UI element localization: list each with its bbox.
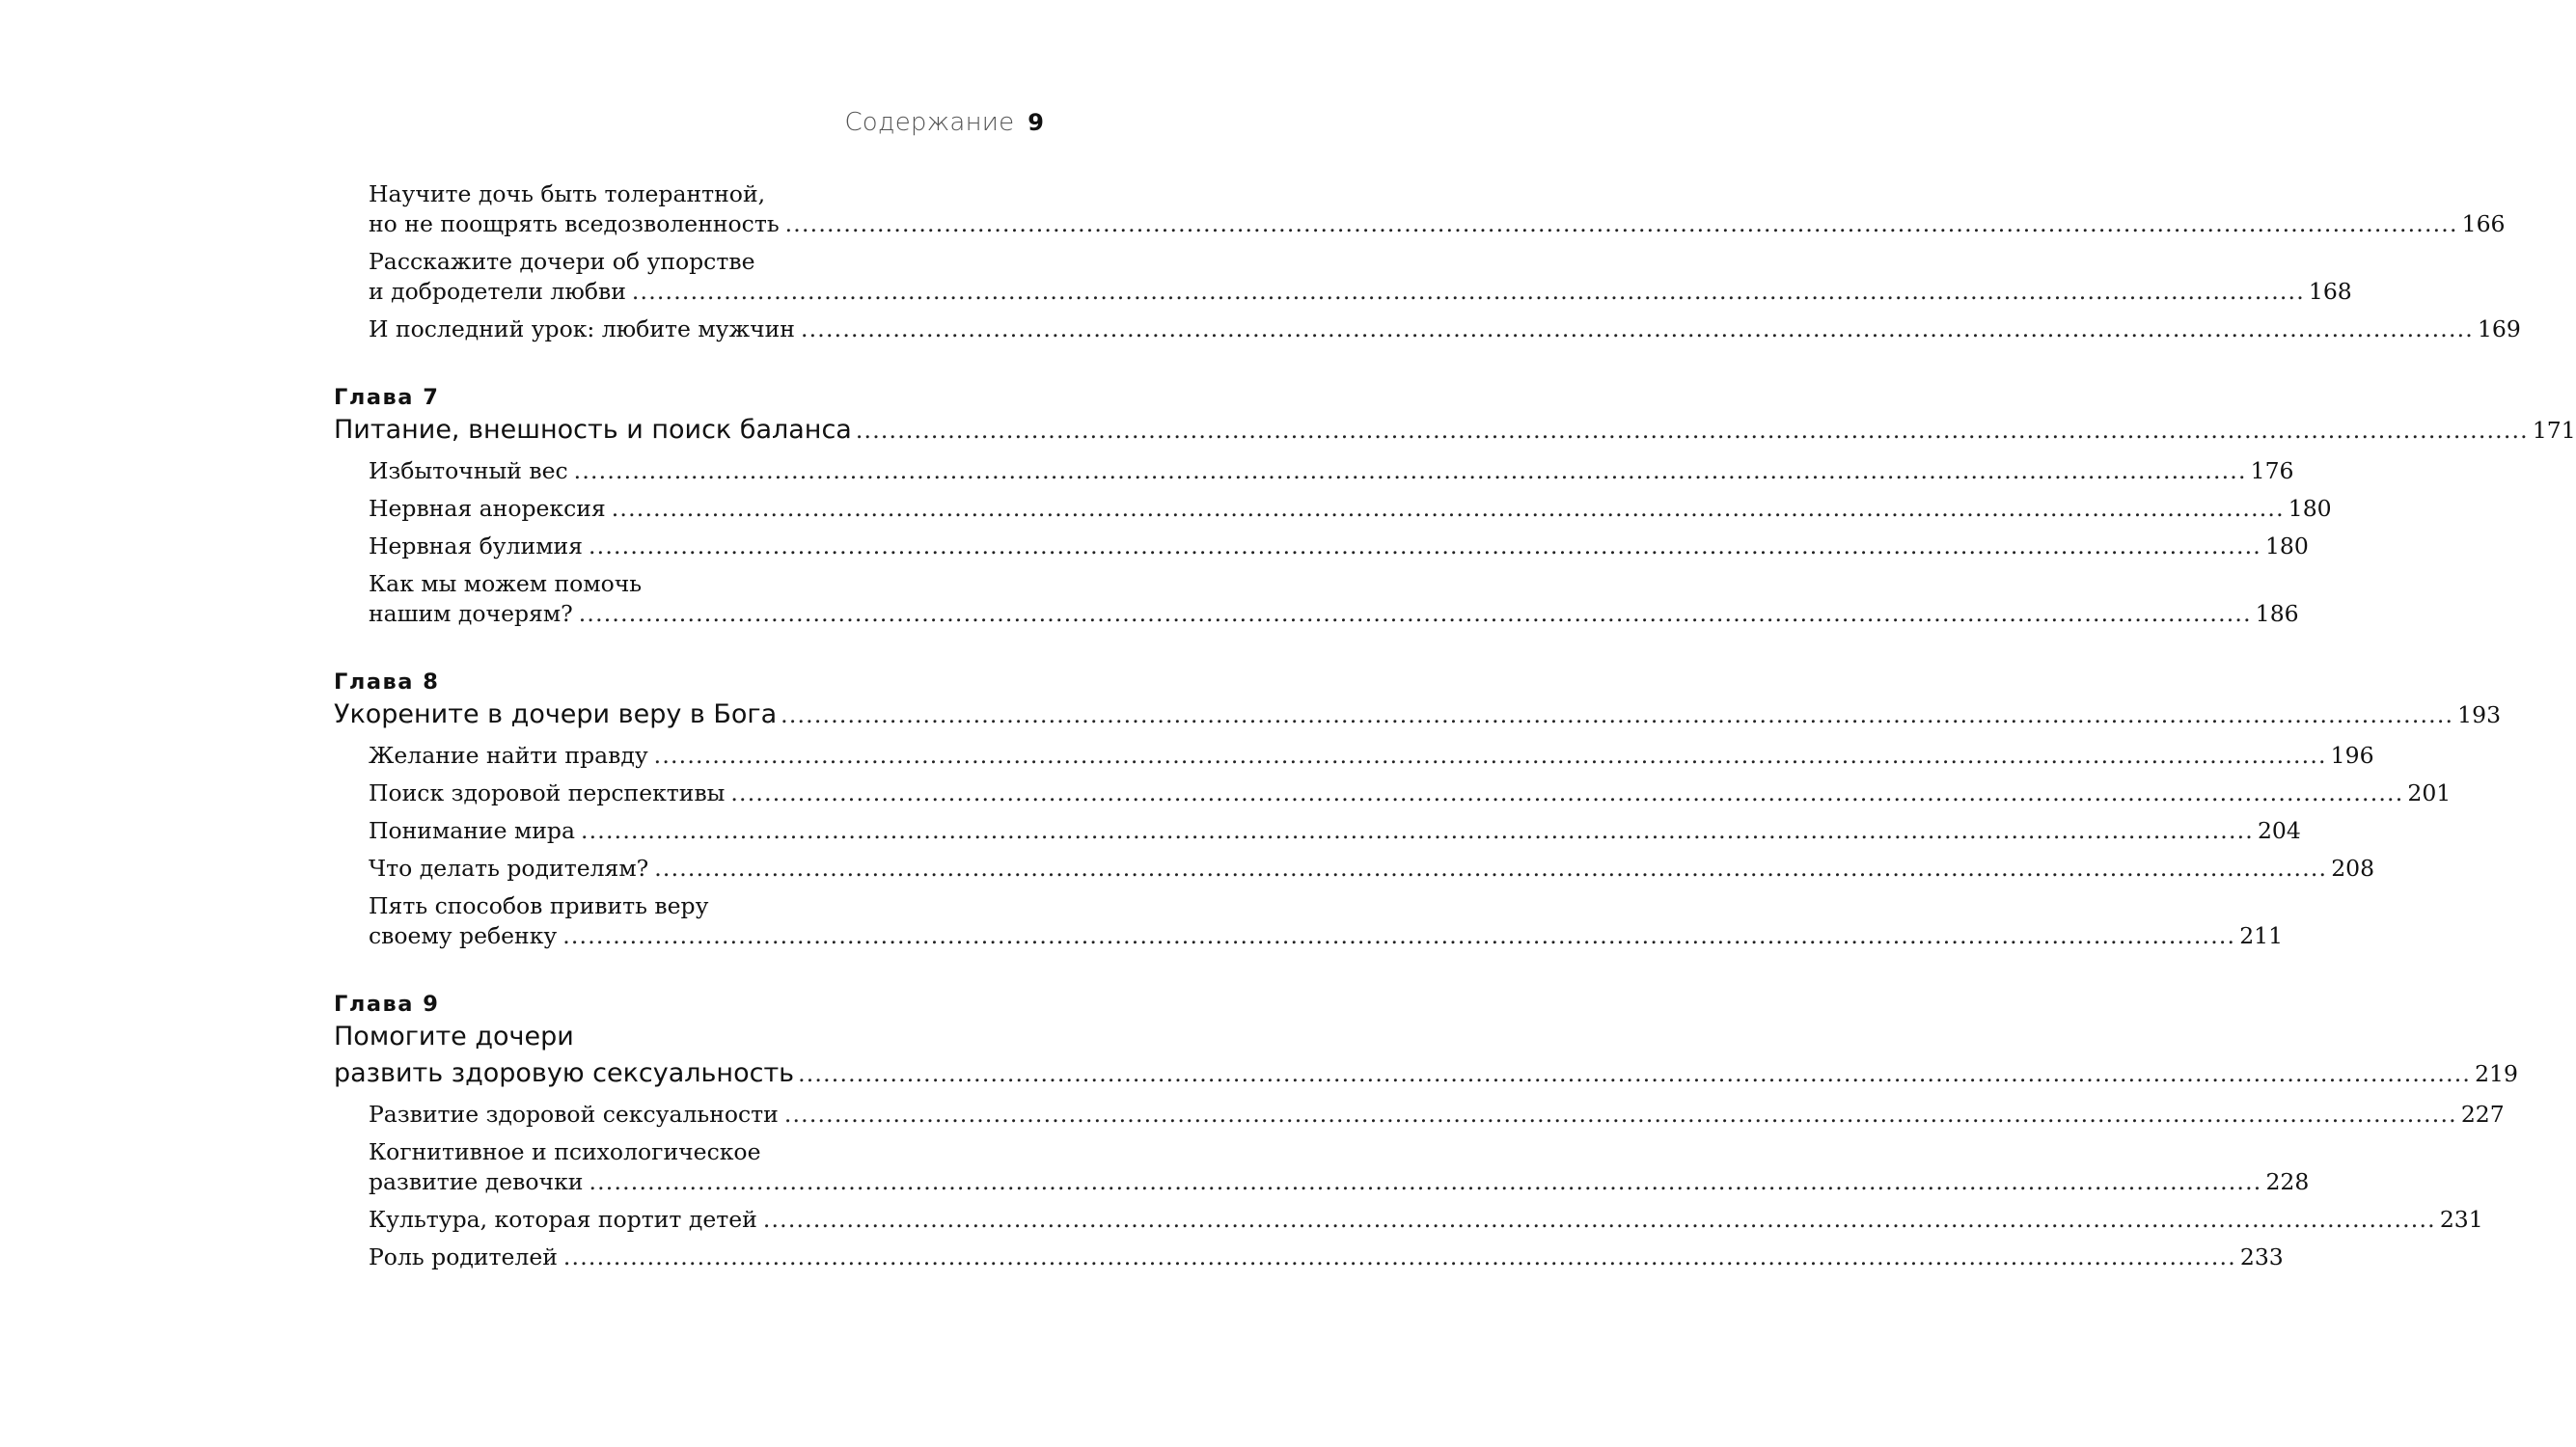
chapter-7 <box>334 383 2576 629</box>
entry-title-line1: Научите дочь быть толерантной, <box>369 180 766 207</box>
chapter-entries <box>369 1100 2505 1272</box>
toc-entry[interactable] <box>369 569 2299 629</box>
chapter-8 <box>334 668 2502 951</box>
entry-title: Развитие здоровой сексуальности <box>369 1101 779 1128</box>
entry-title: Роль родителей <box>369 1243 558 1270</box>
toc-entry[interactable] <box>369 816 2301 846</box>
entry-title: Понимание мира <box>369 817 575 844</box>
entry-title: своему ребенку <box>369 922 558 949</box>
toc-entry[interactable] <box>369 854 2375 884</box>
entry-title: Поиск здоровой перспективы <box>369 779 726 806</box>
dot-leader: ........................................................................................................................................................................................................ <box>784 210 2458 237</box>
toc-entry[interactable] <box>369 314 2521 344</box>
chapter-title[interactable] <box>334 1019 2518 1092</box>
dot-leader: ........................................................................................................................................................................................................ <box>762 1206 2436 1233</box>
toc-entry[interactable] <box>369 741 2374 771</box>
toc-entry[interactable] <box>369 778 2452 808</box>
page-number: 9 <box>1028 109 1044 136</box>
entry-page: 186 <box>2255 600 2299 627</box>
dot-leader: ........................................................................................................................................................................................................ <box>562 1243 2236 1270</box>
intro-entries <box>369 179 2521 344</box>
dot-leader: ........................................................................................................................................................................................................ <box>562 922 2236 949</box>
entry-title: и добродетели любви <box>369 278 626 305</box>
toc-entry[interactable] <box>369 532 2309 561</box>
toc-entry[interactable] <box>369 1242 2284 1272</box>
entry-page: 176 <box>2250 457 2294 484</box>
entry-title: Нервная булимия <box>369 532 583 560</box>
dot-leader: ........................................................................................................................................................................................................ <box>730 779 2404 806</box>
dot-leader: ........................................................................................................................................................................................................ <box>781 701 2454 728</box>
toc-entry[interactable] <box>369 1205 2483 1235</box>
entry-page: 201 <box>2407 779 2452 806</box>
chapter-page: 219 <box>2475 1060 2518 1087</box>
entry-title: И последний урок: любите мужчин <box>369 315 795 342</box>
table-of-contents <box>334 179 2576 1280</box>
dot-leader: ........................................................................................................................................................................................................ <box>588 532 2261 560</box>
entry-page: 196 <box>2330 742 2374 769</box>
chapter-title[interactable] <box>334 696 2502 733</box>
chapter-label: Глава 8 <box>334 669 440 695</box>
running-head-title: Содержание <box>844 108 1015 137</box>
entry-page: 168 <box>2308 278 2352 305</box>
entry-title: Культура, которая портит детей <box>369 1206 757 1233</box>
entry-page: 208 <box>2331 855 2375 882</box>
chapter-9 <box>334 990 2518 1272</box>
chapter-title[interactable] <box>334 412 2576 449</box>
chapter-page: 171 <box>2532 417 2576 444</box>
dot-leader: ........................................................................................................................................................................................................ <box>798 1060 2472 1087</box>
entry-title-line1: Пять способов привить веру <box>369 892 709 919</box>
entry-title: нашим дочерям? <box>369 600 573 627</box>
entry-title: но не поощрять вседозволенность <box>369 210 780 237</box>
chapter-label: Глава 9 <box>334 992 440 1017</box>
chapter-title-text: Укорените в дочери веру в Бога <box>334 699 778 729</box>
entry-page: 180 <box>2288 495 2332 522</box>
toc-entry[interactable] <box>369 1137 2310 1197</box>
entry-title: Желание найти правду <box>369 742 648 769</box>
dot-leader: ........................................................................................................................................................................................................ <box>578 600 2252 627</box>
chapter-entries <box>369 456 2332 629</box>
entry-title-line1: Расскажите дочери об упорстве <box>369 248 755 275</box>
toc-entry[interactable] <box>369 247 2352 307</box>
entry-title: Что делать родителям? <box>369 855 649 882</box>
chapter-label: Глава 7 <box>334 385 440 410</box>
entry-page: 204 <box>2257 817 2301 844</box>
chapter-title-line1: Помогите дочери <box>334 1022 574 1051</box>
toc-entry[interactable] <box>369 179 2506 239</box>
entry-page: 169 <box>2477 315 2521 342</box>
dot-leader: ........................................................................................................................................................................................................ <box>783 1101 2457 1128</box>
entry-page: 233 <box>2239 1243 2284 1270</box>
dot-leader: ........................................................................................................................................................................................................ <box>631 278 2305 305</box>
entry-page: 166 <box>2461 210 2506 237</box>
toc-entry[interactable] <box>369 456 2294 486</box>
chapter-title-text: Питание, внешность и поиск баланса <box>334 415 852 445</box>
dot-leader: ........................................................................................................................................................................................................ <box>800 315 2474 342</box>
entry-page: 228 <box>2265 1168 2310 1195</box>
running-head <box>0 108 1044 137</box>
dot-leader: ........................................................................................................................................................................................................ <box>580 817 2254 844</box>
toc-entry[interactable] <box>369 494 2332 524</box>
entry-page: 227 <box>2460 1101 2505 1128</box>
dot-leader: ........................................................................................................................................................................................................ <box>589 1168 2262 1195</box>
dot-leader: ........................................................................................................................................................................................................ <box>855 417 2529 444</box>
chapter-entries <box>369 741 2452 951</box>
entry-title-line1: Когнитивное и психологическое <box>369 1138 761 1165</box>
toc-entry[interactable] <box>369 1100 2505 1130</box>
entry-page: 231 <box>2439 1206 2483 1233</box>
chapter-page: 193 <box>2457 701 2502 728</box>
dot-leader: ........................................................................................................................................................................................................ <box>573 457 2247 484</box>
dot-leader: ........................................................................................................................................................................................................ <box>654 855 2328 882</box>
entry-title: Нервная анорексия <box>369 495 606 522</box>
dot-leader: ........................................................................................................................................................................................................ <box>611 495 2285 522</box>
entry-title: развитие девочки <box>369 1168 584 1195</box>
entry-title-line1: Как мы можем помочь <box>369 570 643 597</box>
chapter-title-text: развить здоровую сексуальность <box>334 1058 795 1088</box>
dot-leader: ........................................................................................................................................................................................................ <box>653 742 2327 769</box>
entry-title: Избыточный вес <box>369 457 568 484</box>
entry-page: 180 <box>2264 532 2309 560</box>
entry-page: 211 <box>2239 922 2284 949</box>
toc-entry[interactable] <box>369 891 2284 951</box>
